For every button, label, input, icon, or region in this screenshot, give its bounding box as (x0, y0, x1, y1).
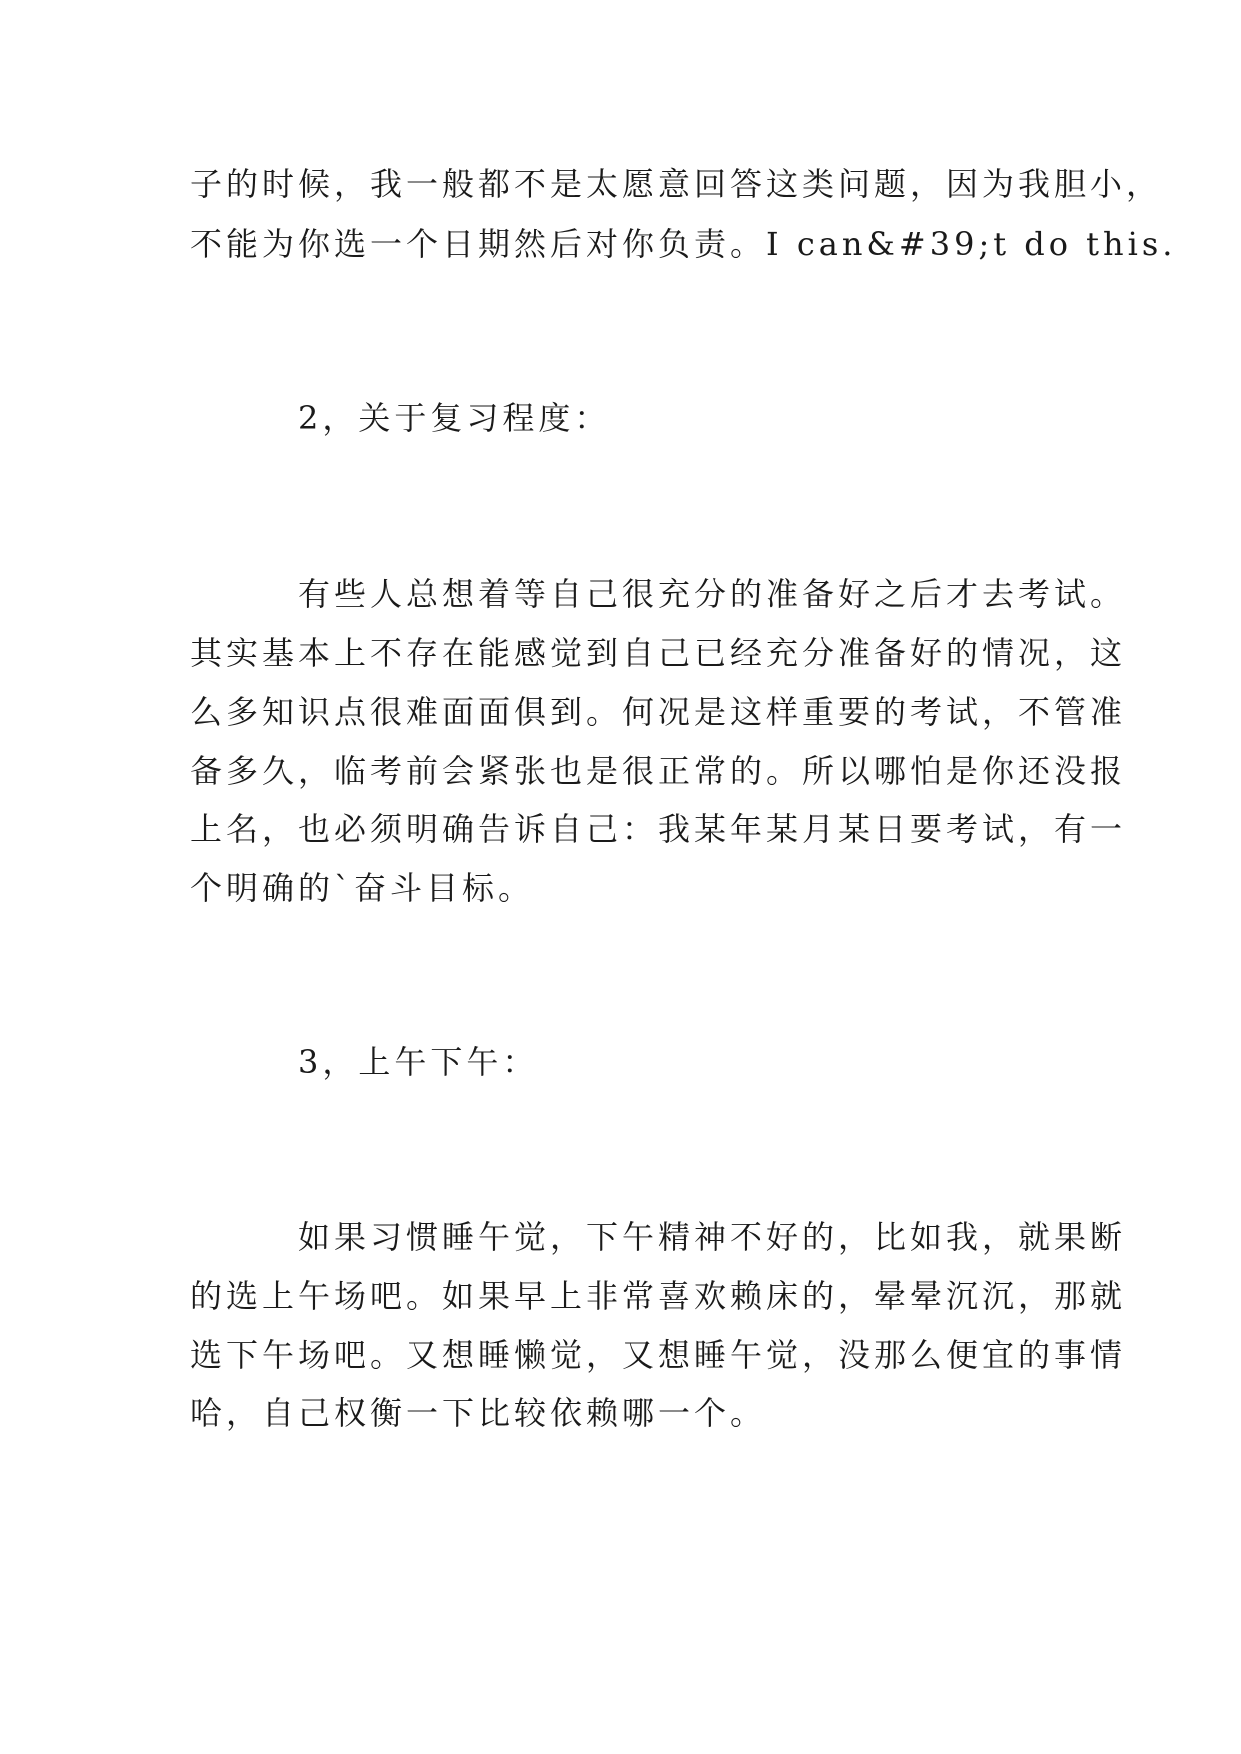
section-2-paragraph-line-5: 上名，也必须明确告诉自己：我某年某月某日要考试，有一 (190, 810, 1127, 848)
section-2-heading: 2，关于复习程度： (298, 399, 611, 437)
section-2-paragraph-line-4: 备多久，临考前会紧张也是很正常的。所以哪怕是你还没报 (190, 752, 1127, 790)
section-2-paragraph-line-3: 么多知识点很难面面俱到。何况是这样重要的考试，不管准 (190, 693, 1127, 731)
section-2-paragraph-line-1: 有些人总想着等自己很充分的准备好之后才去考试。 (298, 575, 1127, 613)
section-3-paragraph-line-3: 选下午场吧。又想睡懒觉，又想睡午觉，没那么便宜的事情 (190, 1336, 1127, 1374)
section-3-paragraph-line-2: 的选上午场吧。如果早上非常喜欢赖床的，晕晕沉沉，那就 (190, 1277, 1127, 1315)
section-3-paragraph-line-1: 如果习惯睡午觉，下午精神不好的，比如我，就果断 (298, 1218, 1127, 1256)
section-2-paragraph-line-6: 个明确的`奋斗目标。 (190, 869, 535, 907)
intro-line-1: 子的时候，我一般都不是太愿意回答这类问题，因为我胆小， (190, 165, 1163, 203)
section-2-paragraph-line-2: 其实基本上不存在能感觉到自己已经充分准备好的情况，这 (190, 634, 1127, 672)
intro-line-2: 不能为你选一个日期然后对你负责。I can&#39;t do this. (190, 225, 1177, 263)
section-3-heading: 3，上午下午： (298, 1043, 539, 1081)
section-3-paragraph-line-4: 哈，自己权衡一下比较依赖哪一个。 (190, 1394, 767, 1432)
